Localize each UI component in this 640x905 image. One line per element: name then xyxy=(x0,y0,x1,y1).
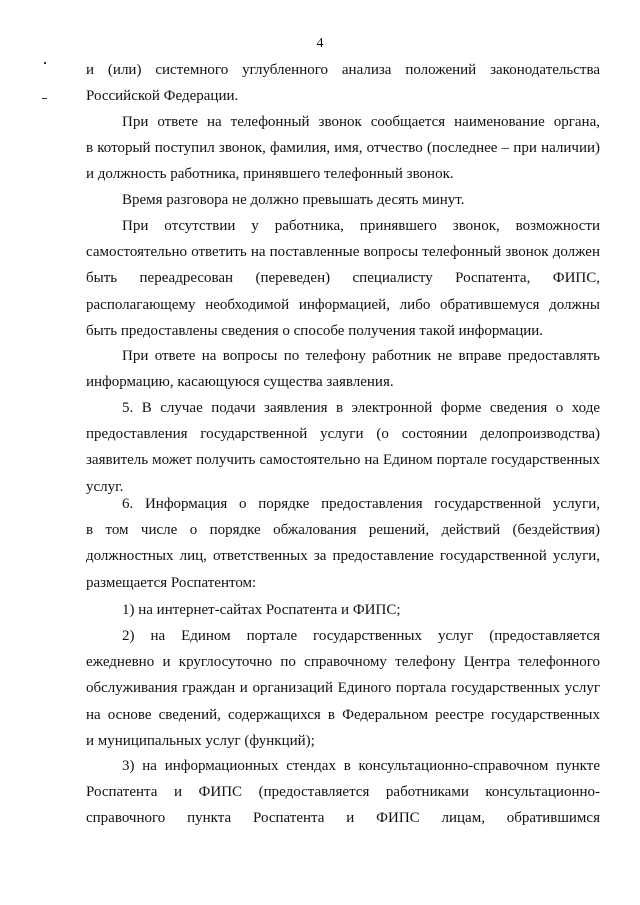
text-line: и (или) системного углубленного анализа положений законодательства xyxy=(86,62,600,78)
text-line: 3) на информационных стендах в консультационно-справочном пункте xyxy=(122,758,600,774)
text-line: должностных лиц, ответственных за предоставление государственной услуги, xyxy=(86,548,600,565)
text-line: При ответе на вопросы по телефону работник не вправе предоставлять xyxy=(122,348,600,364)
paragraph xyxy=(86,597,600,623)
text-line: услуг. xyxy=(86,478,124,495)
text-line: заявитель может получить самостоятельно на Едином портале государственных xyxy=(86,452,600,469)
text-line: и должность работника, принявшего телефонный звонок. xyxy=(86,166,454,183)
text-line: обслуживания граждан и организаций Единого портала государственных услуг xyxy=(86,680,600,697)
paragraph xyxy=(86,491,600,596)
text-line: в том числе о порядке обжалования решений, действий (бездействия) xyxy=(86,522,600,539)
scan-speck xyxy=(44,62,46,64)
text-line: справочного пункта Роспатента и ФИПС лицам, обратившимся xyxy=(86,810,600,827)
paragraph xyxy=(86,213,600,344)
text-line: предоставления государственной услуги (о состоянии делопроизводства) xyxy=(86,426,600,443)
text-line: размещается Роспатентом: xyxy=(86,574,257,591)
text-line: самостоятельно ответить на поставленные вопросы телефонный звонок должен xyxy=(86,244,600,261)
text-line: быть переадресован (переведен) специалисту Роспатента, ФИПС, xyxy=(86,270,600,287)
text-line: 5. В случае подачи заявления в электронной форме сведения о ходе xyxy=(122,400,600,416)
text-line: Роспатента и ФИПС (предоставляется работниками консультационно- xyxy=(86,784,600,801)
text-line: информацию, касающуюся существа заявления. xyxy=(86,374,394,391)
paragraph xyxy=(86,395,600,500)
text-line: Российской Федерации. xyxy=(86,88,239,105)
paragraph xyxy=(86,109,600,188)
text-line: располагающему необходимой информацией, либо обратившемуся должны xyxy=(86,296,600,313)
text-line: в который поступил звонок, фамилия, имя, отчество (последнее – при наличии) xyxy=(86,140,600,157)
text-line: быть предоставлены сведения о способе получения такой информации. xyxy=(86,322,544,339)
text-line: и муниципальных услуг (функций); xyxy=(86,732,315,749)
paragraph xyxy=(86,187,600,213)
text-line: 2) на Едином портале государственных услуг (предоставляется xyxy=(122,628,600,644)
text-line: ежедневно и круглосуточно по справочному телефону Центра телефонного xyxy=(86,654,600,671)
text-line: Время разговора не должно превышать десять минут. xyxy=(122,192,465,208)
page-number: 4 xyxy=(316,36,324,51)
text-line: на основе сведений, содержащихся в Федеральном реестре государственных xyxy=(86,706,600,723)
text-line: При ответе на телефонный звонок сообщается наименование органа, xyxy=(122,114,600,130)
scan-speck xyxy=(42,98,47,99)
paragraph xyxy=(86,57,600,109)
text-line: При отсутствии у работника, принявшего звонок, возможности xyxy=(122,218,600,234)
text-line: 1) на интернет-сайтах Роспатента и ФИПС; xyxy=(122,602,401,618)
paragraph xyxy=(86,623,600,754)
paragraph xyxy=(86,343,600,395)
paragraph xyxy=(86,753,600,832)
text-line: 6. Информация о порядке предоставления государственной услуги, xyxy=(122,496,600,512)
